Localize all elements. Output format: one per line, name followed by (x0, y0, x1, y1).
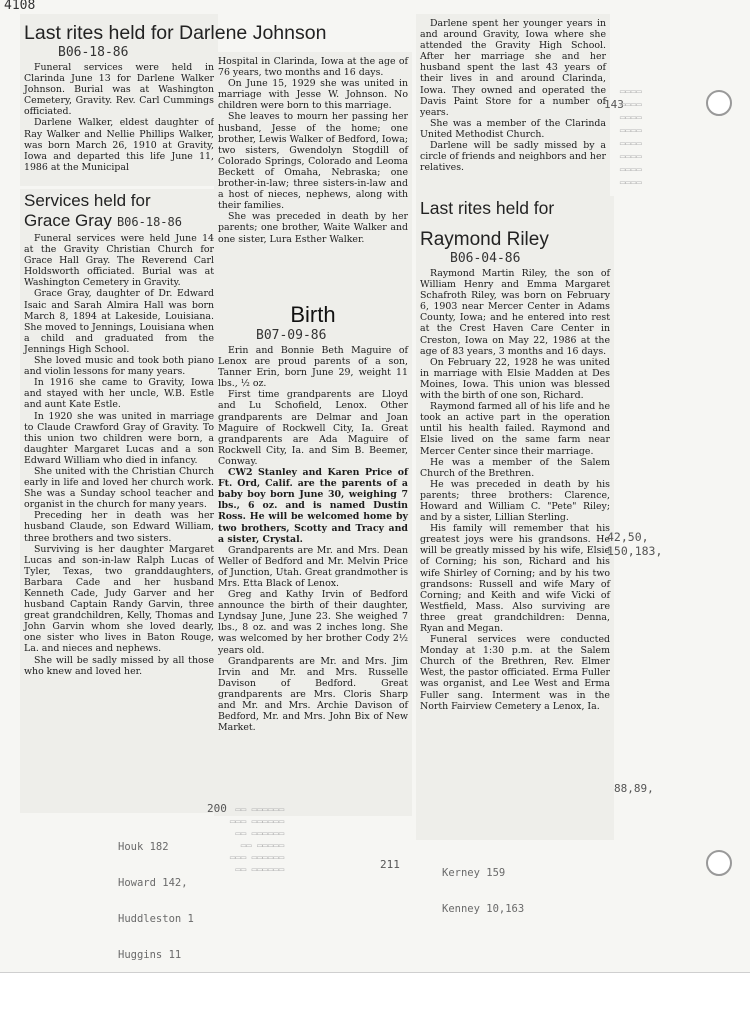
punch-hole-top (706, 90, 732, 116)
margin-note-88: 88,89, (614, 782, 654, 795)
birth-para: Grandparents are Mr. and Mrs. Dean Weller of Bedford and Mr. Melvin Price of Junction, Utah. Great grandmother is Mrs. Etta Black of Lenox. (218, 544, 408, 589)
grace-para: Funeral services were held June 14 at the Gravity Christian Church for Grace Hall Gray. The Reverend Carl Holdsworth officiated. Burial was at Washington Cemetery in Gravity. (24, 233, 214, 289)
margin-note-riley: 42,50, 150,183, (607, 530, 663, 558)
bleed-through-text: ▭▭▭▭▭▭ ▭▭ ▭▭▭▭▭▭ ▭▭▭ ▭▭▭▭▭▭ ▭▭ ▭▭▭▭▭ ▭▭ ▭▭▭▭▭▭ ▭▭▭ ▭▭▭▭▭▭ ▭▭ (230, 805, 285, 875)
index-entry: Huggins 11 (118, 949, 182, 961)
page-edge (0, 972, 750, 973)
grace-headline-line1: Services held for (24, 191, 151, 210)
index-entry: Houk 182 (118, 841, 169, 853)
grace-clipping (20, 189, 218, 813)
raymond-para: On February 22, 1928 he was united in marriage with Elsie Madden at Des Moines, Iowa. This union was blessed with the birth of one son, Richard. (420, 356, 610, 402)
grace-headline-line2: Grace Gray (24, 211, 112, 230)
index-list-right (442, 843, 524, 939)
darlene-para: Darlene spent her younger years in and around Gravity, Iowa where she attended the Gravity High School. After her marriage she and her husband spent the last 43 years of their lives in and around Clarinda, Iowa. They owned and operated the Davis Paint Store for a number of years. (420, 18, 606, 118)
grace-para: She united with the Christian Church early in life and loved her church work. She was a Sunday school teacher and organist in the church for many years. (24, 465, 214, 511)
birth-para: Grandparents are Mr. and Mrs. Jim Irvin and Mr. and Mrs. Russelle Davison of Bedford. Great grandparents are Mrs. Cloris Sharp and Mr. and Mrs. Archie Davison of Bedford, Mr. and Mrs. John Bix of New Market. (218, 655, 408, 734)
index-entry: Kenney 10,163 (442, 903, 525, 915)
birth-para: First time grandparents are Lloyd and Lu Schofield, Lenox. Other grandparents are Delmar and Joan Maguire of Rockwell City, Ia. Great grandparents are Ada Maguire of Rockwell City, Ia. and Sim B. Beemer, Conway. (218, 389, 408, 467)
grace-para: In 1916 she came to Gravity, Iowa and stayed with her uncle, W.B. Estle and aunt Kate Estle. (24, 377, 214, 411)
darlene-para: On June 15, 1929 she was united in marriage with Jesse W. Johnson. No children were born to this marriage. (218, 78, 408, 112)
raymond-para: Raymond Martin Riley, the son of William Henry and Emma Margaret Schafroth Riley, was born on February 6, 1903 near Mercer Center in Adams County, Iowa; and he entered into rest at the Crest Haven Care Center in Creston, Iowa on May 22, 1986 at the age of 83 years, 3 months and 16 days. (420, 268, 610, 357)
darlene-para: Hospital in Clarinda, Iowa at the age of 76 years, two months and 16 days. (218, 56, 408, 79)
margin-note-200: 200 (207, 802, 227, 815)
raymond-para: He was preceded in death by his parents; three brothers: Clarence, Howard and William C. "Pete" Riley; and by a sister, Lillian Sterling. (420, 478, 610, 524)
grace-stamp: B06-18-86 (116, 215, 182, 229)
grace-para: She loved music and took both piano and violin lessons for many years. (24, 355, 214, 378)
darlene-para: She leaves to mourn her passing her husband, Jesse of the home; one brother, Lewis Walker of Bedford, Iowa; two sisters, Gwendolyn Stogdill of Colorado Springs, Colorado and Leoma Beckett of Omaha, Nebraska; one brother-in-law; three sisters-in-law and a host of nieces, nephews, along with their families. (218, 111, 408, 212)
index-entry: Howard 142, (118, 877, 188, 889)
grace-para: She will be sadly missed by all those who knew and loved her. (24, 654, 214, 677)
darlene-headline: Last rites held for Darlene Johnson (24, 22, 327, 44)
birth-clipping (214, 300, 412, 816)
birth-para: CW2 Stanley and Karen Price of Ft. Ord, Calif. are the parents of a baby boy born June 30, weighing 7 lbs., 6 oz. and is named Dustin Ross. He will be welcomed home by two brothers, Scotty and Tracy and a sister, Crystal. (218, 467, 408, 545)
birth-headline: Birth (290, 302, 336, 327)
raymond-para: Funeral services were conducted Monday at 1:30 p.m. at the Salem Church of the Brethren, Rev. Elmer West, the pastor officiated. Erma Fuller was organist, and Lee West and Erma Fuller sang. Interment was in the North Fairview Cemetery a Lenox, Ia. (420, 634, 610, 712)
corner-label: 4108 (4, 0, 36, 13)
index-entry: Huddleston 1 (118, 913, 194, 925)
birth-stamp: B07-09-86 (256, 328, 327, 343)
darlene-para: She was a member of the Clarinda United Methodist Church. (420, 117, 606, 140)
birth-para: Greg and Kathy Irvin of Bedford announce the birth of their daughter, Lyndsay June, June 23. She weighed 7 lbs., 8 oz. and was 2 inches long. She was welcomed by her brother Cody 2½ years old. (218, 589, 408, 656)
raymond-para: His family will remember that his greatest joys were his grandsons. He will be greatly missed by his wife, Elsie of Corning; his son, Richard and his wife Shirley of Corning; and by his two grandsons: Russell and wife Mary of Corning; and Keith and wife Vicki of Westfield, Mass. Also surviving are three great grandchildren: Denna, Ryan and Megan. (420, 523, 610, 634)
grace-para: Preceding her in death was her husband Claude, son Edward William, three brothers and two sisters. (24, 510, 214, 544)
birth-para: Erin and Bonnie Beth Maguire of Lenox are proud parents of a son, Tanner Erin, born June 29, weight 11 lbs., ½ oz. (218, 345, 408, 390)
grace-para: Surviving is her daughter Margaret Lucas and son-in-law Ralph Lucas of Tyler, Texas, two granddaughters, Barbara Cade and her husband Kenneth Cade, Judy Garver and her husband Captain Randy Garvin, three great grandchildren, Kelly, Thomas and John Garvin whom she loved dearly, one sister who lives in Baton Rouge, La. and nieces and nephews. (24, 543, 214, 655)
raymond-headline-line1: Last rites held for (420, 198, 555, 218)
index-list (118, 817, 194, 985)
raymond-stamp: B06-04-86 (450, 251, 521, 266)
bleed-through-right: ▭▭▭▭ ▭▭▭▭ ▭▭▭▭ ▭▭▭▭ ▭▭▭▭ ▭▭▭▭ ▭▭▭▭ ▭▭▭▭ (620, 87, 642, 188)
darlene-para: She was preceded in death by her parents; one brother, Waite Walker and one sister, Lura Esther Walker. (218, 211, 408, 245)
darlene-para: Darlene will be sadly missed by a circle of friends and neighbors and her relatives. (420, 140, 606, 174)
margin-note-211: 211 (380, 858, 400, 871)
margin-note-143: 143 (604, 98, 624, 111)
darlene-clipping-col3 (416, 14, 610, 200)
darlene-stamp: B06-18-86 (58, 45, 129, 60)
raymond-headline-line2: Raymond Riley (420, 229, 549, 250)
darlene-para: Darlene Walker, eldest daughter of Ray Walker and Nellie Phillips Walker, was born March 26, 1910 at Gravity, Iowa and departed this life June 11, 1986 at the Municipal (24, 117, 214, 173)
darlene-clipping-col2 (214, 52, 412, 306)
index-entry: Kerney 159 (442, 867, 506, 879)
punch-hole-bottom (706, 850, 732, 876)
raymond-para: He was a member of the Salem Church of the Brethren. (420, 456, 610, 479)
grace-para: In 1920 she was united in marriage to Claude Crawford Gray of Gravity. To this union two children were born, a daughter Margaret Lucas and a son Edward William who died in infancy. (24, 410, 214, 466)
darlene-para: Funeral services were held in Clarinda June 13 for Darlene Walker Johnson. Burial was at Washington Cemetery, Gravity. Rev. Carl Cummings officiated. (24, 62, 214, 118)
grace-para: Grace Gray, daughter of Dr. Edward Isaic and Sarah Almira Hall was born March 8, 1894 at Lakeside, Louisiana. She moved to Jennings, Louisiana when a child and graduated from the Jennings High School. (24, 288, 214, 355)
raymond-clipping (416, 196, 614, 840)
raymond-para: Raymond farmed all of his life and he took an active part in the operation until his health failed. Raymond and Elsie lived on the same farm near Mercer Center since their marriage. (420, 401, 610, 457)
